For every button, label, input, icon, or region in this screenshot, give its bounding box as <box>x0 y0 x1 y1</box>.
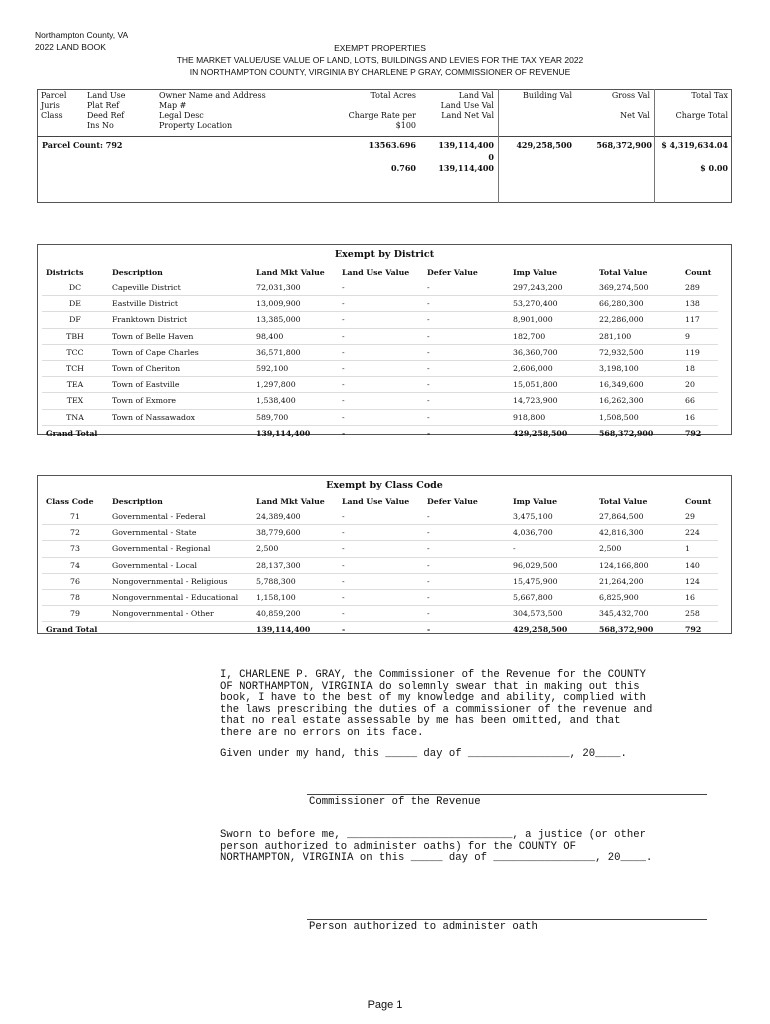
table-cell: 1 <box>681 541 718 557</box>
col-label: Legal Desc <box>159 111 204 120</box>
table-cell: 15,475,900 <box>509 573 595 589</box>
charge-total: $ 0.00 <box>700 163 728 173</box>
col-header: Districts <box>46 268 84 277</box>
col-header: Total Value <box>599 497 648 506</box>
classcode-grand-total-row <box>42 622 718 638</box>
commissioner-label: Commissioner of the Revenue <box>309 796 481 808</box>
oath-paragraph: I, CHARLENE P. GRAY, the Commissioner of the Revenue for the COUNTY OF NORTHAMPTON, VIRGINIA do solemnly swear that in making out this book, I have to the best of my knowledge and ability, complied with the laws prescribing the duties of a commissioner of the revenue and that no real estate assessable by me has been omitted, and that there are no errors on its face. <box>220 669 653 739</box>
table-cell: 568,372,900 <box>599 625 654 635</box>
table-cell: 16 <box>681 589 718 605</box>
col-label: Class <box>41 111 63 120</box>
table-cell: - <box>427 428 431 438</box>
table-cell: 96,029,500 <box>509 557 595 573</box>
col-header: Total Value <box>599 268 648 277</box>
col-label: Land Val <box>458 91 494 100</box>
table-cell <box>108 622 252 638</box>
col-header: Count <box>685 497 712 506</box>
commissioner-signature-line <box>307 794 707 795</box>
table-cell: - <box>509 541 595 557</box>
col-label: Building Val <box>522 91 572 100</box>
col-label: Net Val <box>620 111 650 120</box>
table-cell: - <box>338 393 423 409</box>
col-divider <box>654 89 655 203</box>
col-spacer <box>656 101 728 111</box>
land-values <box>420 140 494 175</box>
table-cell: Nongovernmental - Educational <box>108 589 252 605</box>
col-label: Parcel <box>41 91 67 100</box>
title-line-2: THE MARKET VALUE/USE VALUE OF LAND, LOTS, BUILDINGS AND LEVIES FOR THE TAX YEAR 2022 <box>176 55 584 65</box>
table-cell: 3,198,100 <box>595 360 681 376</box>
col-gross-header <box>575 91 650 121</box>
table-cell: TCC <box>42 344 108 360</box>
table-cell: - <box>423 573 509 589</box>
table-cell: - <box>338 377 423 393</box>
col-header: Description <box>112 268 163 277</box>
col-header: Imp Value <box>513 268 558 277</box>
col-header: Class Code <box>46 497 94 506</box>
table-cell: 18 <box>681 360 718 376</box>
table-cell: 792 <box>685 625 702 635</box>
table-cell: - <box>423 360 509 376</box>
col-label: Land Use Val <box>440 101 494 110</box>
col-label: Charge Total <box>675 111 728 120</box>
table-cell: Town of Cheriton <box>108 360 252 376</box>
table-cell: - <box>423 525 509 541</box>
table-cell: DC <box>42 280 108 296</box>
classcode-row <box>42 541 718 557</box>
table-cell: 568,372,900 <box>599 428 654 438</box>
table-cell: 124 <box>681 573 718 589</box>
table-cell: 289 <box>681 280 718 296</box>
table-cell: 2,500 <box>595 541 681 557</box>
total-tax: $ 4,319,634.04 <box>661 140 728 150</box>
table-cell: - <box>423 541 509 557</box>
table-cell: 6,825,900 <box>595 589 681 605</box>
col-building-header <box>500 91 572 101</box>
table-cell: - <box>338 312 423 328</box>
table-cell: Franktown District <box>108 312 252 328</box>
table-cell: 66,280,300 <box>595 296 681 312</box>
district-row <box>42 328 718 344</box>
table-cell: - <box>338 296 423 312</box>
table-cell: TCH <box>42 360 108 376</box>
classcode-row <box>42 525 718 541</box>
table-cell: 119 <box>681 344 718 360</box>
district-row <box>42 377 718 393</box>
title-line-3: IN NORTHAMPTON COUNTY, VIRGINIA BY CHARLENE P GRAY, COMMISSIONER OF REVENUE <box>189 67 571 77</box>
table-cell: - <box>423 393 509 409</box>
table-cell: 38,779,600 <box>252 525 338 541</box>
table-cell: 9 <box>681 328 718 344</box>
table-cell: - <box>338 328 423 344</box>
classcode-title: Exempt by Class Code <box>326 480 443 491</box>
classcode-header-row <box>42 494 718 509</box>
report-title <box>120 42 640 78</box>
col-header: Defer Value <box>427 497 478 506</box>
col-header: Land Mkt Value <box>256 497 325 506</box>
table-cell: 24,389,400 <box>252 509 338 525</box>
table-cell: - <box>427 625 431 635</box>
table-cell: - <box>338 409 423 425</box>
gross-val: 568,372,900 <box>596 140 652 150</box>
table-cell: Eastville District <box>108 296 252 312</box>
table-cell: 429,258,500 <box>513 625 568 635</box>
district-row <box>42 312 718 328</box>
table-cell: Governmental - Federal <box>108 509 252 525</box>
col-label: Ins No <box>87 121 114 130</box>
table-cell: 792 <box>685 428 702 438</box>
county-name: Northampton County, VA <box>35 30 129 40</box>
table-cell: 36,571,800 <box>252 344 338 360</box>
table-cell: 589,700 <box>252 409 338 425</box>
table-cell: - <box>338 589 423 605</box>
oath-signature-line <box>307 919 707 920</box>
table-cell: 22,286,000 <box>595 312 681 328</box>
table-cell: TNA <box>42 409 108 425</box>
header-left <box>35 30 128 53</box>
table-cell: - <box>423 409 509 425</box>
col-label: Land Use <box>87 91 126 100</box>
table-cell: 36,360,700 <box>509 344 595 360</box>
building-val: 429,258,500 <box>516 140 572 150</box>
col-label: $100 <box>395 121 416 130</box>
table-cell: 66 <box>681 393 718 409</box>
table-cell: 1,158,100 <box>252 589 338 605</box>
table-cell: - <box>338 280 423 296</box>
district-row <box>42 360 718 376</box>
col-label: Owner Name and Address <box>159 91 266 100</box>
table-cell: Town of Exmore <box>108 393 252 409</box>
table-cell: 429,258,500 <box>513 428 568 438</box>
col-label: Charge Rate per <box>348 111 416 120</box>
table-cell: 182,700 <box>509 328 595 344</box>
table-cell: 4,036,700 <box>509 525 595 541</box>
table-cell: Governmental - Local <box>108 557 252 573</box>
table-cell: Town of Cape Charles <box>108 344 252 360</box>
total-acres: 13563.696 <box>368 140 416 150</box>
table-cell: - <box>342 625 346 635</box>
table-cell: 258 <box>681 606 718 622</box>
table-cell: 73 <box>42 541 108 557</box>
col-header: Description <box>112 497 163 506</box>
table-cell: DE <box>42 296 108 312</box>
table-cell <box>108 425 252 441</box>
district-title: Exempt by District <box>334 249 435 260</box>
district-row <box>42 280 718 296</box>
table-cell: 592,100 <box>252 360 338 376</box>
table-cell: Capeville District <box>108 280 252 296</box>
table-cell: - <box>338 541 423 557</box>
table-cell: 79 <box>42 606 108 622</box>
table-cell: - <box>423 328 509 344</box>
person-label: Person authorized to administer oath <box>309 921 538 933</box>
table-cell: Grand Total <box>46 428 98 438</box>
land-net-val: 139,114,400 <box>438 163 494 173</box>
table-cell: Governmental - Regional <box>108 541 252 557</box>
table-cell: Grand Total <box>46 625 98 635</box>
table-cell: 98,400 <box>252 328 338 344</box>
district-header-row <box>42 265 718 280</box>
table-cell: 15,051,800 <box>509 377 595 393</box>
classcode-table <box>42 494 718 638</box>
col-label: Total Tax <box>691 91 728 100</box>
table-cell: 304,573,500 <box>509 606 595 622</box>
col-header: Land Mkt Value <box>256 268 325 277</box>
table-cell: - <box>423 312 509 328</box>
parcel-count: Parcel Count: 792 <box>42 140 123 150</box>
table-cell: - <box>423 296 509 312</box>
table-cell: 53,270,400 <box>509 296 595 312</box>
col-header: Count <box>685 268 712 277</box>
col-spacer <box>575 101 650 111</box>
land-val: 139,114,400 <box>438 140 494 150</box>
table-cell: 918,800 <box>509 409 595 425</box>
given-line: Given under my hand, this _____ day of ________________, 20____. <box>220 748 627 760</box>
table-cell: 1,538,400 <box>252 393 338 409</box>
table-cell: - <box>338 360 423 376</box>
table-cell: 139,114,400 <box>256 625 311 635</box>
table-cell: 71 <box>42 509 108 525</box>
table-cell: 74 <box>42 557 108 573</box>
col-parcel-header <box>41 91 66 121</box>
col-label: Gross Val <box>611 91 650 100</box>
table-cell: 140 <box>681 557 718 573</box>
table-cell: 8,901,000 <box>509 312 595 328</box>
table-cell: - <box>338 525 423 541</box>
col-header: Imp Value <box>513 497 558 506</box>
table-cell: 345,432,700 <box>595 606 681 622</box>
col-label: Property Location <box>159 121 233 130</box>
table-cell: 5,788,300 <box>252 573 338 589</box>
table-cell: 369,274,500 <box>595 280 681 296</box>
district-row <box>42 409 718 425</box>
classcode-row <box>42 509 718 525</box>
table-cell: - <box>423 280 509 296</box>
land-use-val: 0 <box>488 151 494 162</box>
col-acres-header <box>330 91 416 131</box>
table-cell: 16 <box>681 409 718 425</box>
table-cell: - <box>338 509 423 525</box>
table-cell: 2,500 <box>252 541 338 557</box>
table-cell: 40,859,200 <box>252 606 338 622</box>
book-name: 2022 LAND BOOK <box>35 41 106 52</box>
table-cell: 138 <box>681 296 718 312</box>
table-cell: - <box>342 428 346 438</box>
col-header: Defer Value <box>427 268 478 277</box>
table-cell: 281,100 <box>595 328 681 344</box>
table-cell: 1,297,800 <box>252 377 338 393</box>
table-cell: - <box>338 573 423 589</box>
table-cell: 139,114,400 <box>256 428 311 438</box>
col-label: Map # <box>159 101 187 110</box>
table-cell: Governmental - State <box>108 525 252 541</box>
table-cell: 42,816,300 <box>595 525 681 541</box>
col-label: Juris <box>41 101 60 110</box>
table-cell: 297,243,200 <box>509 280 595 296</box>
sworn-paragraph: Sworn to before me, __________________________, a justice (or other person authorized to administer oaths) for the COUNTY OF NORTHAMPTON, VIRGINIA on this _____ day of ________________, 20____. <box>220 829 653 864</box>
col-owner-header <box>159 91 266 131</box>
col-header: Land Use Value <box>342 268 410 277</box>
table-cell: 3,475,100 <box>509 509 595 525</box>
table-cell: 28,137,300 <box>252 557 338 573</box>
table-cell: 21,264,200 <box>595 573 681 589</box>
district-rows <box>42 280 718 441</box>
table-cell: Nongovernmental - Other <box>108 606 252 622</box>
charge-rate: 0.760 <box>390 163 416 173</box>
table-cell: - <box>423 589 509 605</box>
table-cell: 13,009,900 <box>252 296 338 312</box>
col-label: Land Net Val <box>441 111 494 120</box>
table-cell: 72,932,500 <box>595 344 681 360</box>
table-cell: 5,667,800 <box>509 589 595 605</box>
table-cell: - <box>423 509 509 525</box>
table-cell: 78 <box>42 589 108 605</box>
table-cell: - <box>423 377 509 393</box>
table-cell: TEX <box>42 393 108 409</box>
table-cell: TEA <box>42 377 108 393</box>
classcode-rows <box>42 509 718 638</box>
table-cell: 224 <box>681 525 718 541</box>
table-cell: 2,606,000 <box>509 360 595 376</box>
col-label: Deed Ref <box>87 111 125 120</box>
district-row <box>42 393 718 409</box>
district-table <box>42 265 718 441</box>
classcode-row <box>42 573 718 589</box>
classcode-row <box>42 606 718 622</box>
table-cell: 20 <box>681 377 718 393</box>
table-cell: 29 <box>681 509 718 525</box>
table-cell: 16,262,300 <box>595 393 681 409</box>
district-grand-total-row <box>42 425 718 441</box>
col-divider <box>498 89 499 203</box>
table-cell: - <box>423 557 509 573</box>
col-spacer <box>330 101 416 111</box>
table-cell: - <box>423 344 509 360</box>
table-cell: 1,508,500 <box>595 409 681 425</box>
table-cell: - <box>338 557 423 573</box>
page-number: Page 1 <box>367 999 403 1011</box>
table-cell: 72 <box>42 525 108 541</box>
district-row <box>42 296 718 312</box>
classcode-row <box>42 557 718 573</box>
classcode-row <box>42 589 718 605</box>
table-cell: - <box>423 606 509 622</box>
table-cell: Town of Nassawadox <box>108 409 252 425</box>
table-cell: 16,349,600 <box>595 377 681 393</box>
col-label: Total Acres <box>370 91 416 100</box>
col-header: Land Use Value <box>342 497 410 506</box>
table-cell: TBH <box>42 328 108 344</box>
table-cell: - <box>338 606 423 622</box>
table-cell: 13,385,000 <box>252 312 338 328</box>
table-cell: 124,166,800 <box>595 557 681 573</box>
table-cell: 27,864,500 <box>595 509 681 525</box>
col-landuse-header <box>87 91 125 131</box>
col-tax-header <box>656 91 728 121</box>
col-label: Plat Ref <box>87 101 120 110</box>
title-line-1: EXEMPT PROPERTIES <box>334 43 426 53</box>
table-cell: 117 <box>681 312 718 328</box>
table-cell: Nongovernmental - Religious <box>108 573 252 589</box>
table-cell: Town of Belle Haven <box>108 328 252 344</box>
table-cell: - <box>338 344 423 360</box>
table-cell: Town of Eastville <box>108 377 252 393</box>
table-cell: 14,723,900 <box>509 393 595 409</box>
table-cell: 76 <box>42 573 108 589</box>
col-landval-header <box>420 91 494 121</box>
district-row <box>42 344 718 360</box>
table-cell: 72,031,300 <box>252 280 338 296</box>
table-cell: DF <box>42 312 108 328</box>
